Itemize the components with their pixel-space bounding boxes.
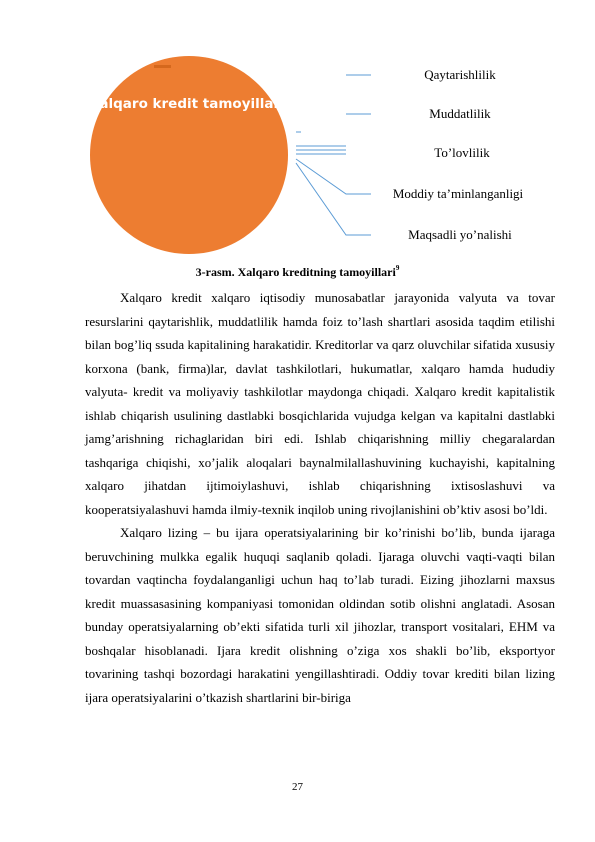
body-text (85, 286, 555, 709)
diagram-graphics (0, 0, 595, 262)
central-circle-label: Xalqaro kredit tamoyillari (89, 96, 285, 112)
branch-repayment: Qaytarishlilik (424, 67, 496, 82)
connector-lines (296, 75, 371, 235)
circle-top-mark (154, 65, 171, 68)
caption-footnote: 9 (395, 264, 400, 272)
central-circle (90, 56, 288, 254)
page-number: 27 (292, 781, 303, 793)
paragraph-international-credit: Xalqaro kredit xalqaro iqtisodiy munosabatlar jarayonida valyuta va tovar resurslarini qaytarishlik, muddatlilik hamda foiz to’lash shartlari asosida taqdim etilishi bilan bog’liq ssuda kapitalining harakatidir. Kreditorlar va qarz oluvchilar sifatida xususiy korxona (bank, firma)lar, davlat tashkilotlari, hukumatlar, xalqaro hamda hududiy valyuta- kredit va moliyaviy tashkilotlar maydonga chiqadi. Xalqaro kredit kapitalistik ishlab chiqarish usulining dastlabki bosqichlarida vujudga kelgan va kapitalni dastlabki jamg’arishning richaglaridan biri edi. Ishlab chiqarishning milliy chegaralardan tashqariga chiqishi, xo’jalik aloqalari baynalmilallashuvining kuchayishi, kapitalning xalqaro jihatdan ijtimoiylashuvi, ishlab chiqarishning ixtisoslashuvi va kooperatsiyalashuvi hamda ilmiy-texnik inqilob uning rivojlanishini ob’ktiv asosi bo’ldi. (85, 290, 555, 517)
caption-text: 3-rasm. Xalqaro kreditning tamoyillari (195, 265, 396, 279)
branch-collateral: Moddiy ta’minlanganligi (392, 186, 524, 201)
branch-payment: To’lovlilik (434, 145, 490, 160)
paragraph-international-leasing: Xalqaro lizing – bu ijara operatsiyalarining bir ko’rinishi bo’lib, bunda ijaraga beruvchining mulkka egalik huquqi saqlanib qoladi. Ijaraga oluvchi vaqti-vaqti bilan tovardan vaqtincha foydalanganligi uchun haq to’lab turadi. Eizing jihozlarni maxsus kredit muassasasining kompaniyasi tomonidan oldindan sotib olishni anglatadi. Asosan bunday operatsiyalarning ob’ekti sifatida turli xil jihozlar, transport vositalari, EHM va boshqalar hisoblanadi. Ijara kredit olishning o’ziga xos shakli bo’lib, eksportyor tovarining tashqi bozordagi harakatini yengillashtiradi. Oddiy tovar krediti bilan lizing ijara operatsiyalarini o’tkazish shartlarini bir-biriga (85, 525, 555, 705)
connector-line-5 (296, 163, 371, 235)
connector-line-4 (296, 159, 371, 194)
branch-purpose: Maqsadli yo’nalishi (408, 227, 512, 242)
principles-diagram (0, 0, 595, 262)
figure-caption (0, 264, 595, 280)
branch-term: Muddatlilik (429, 106, 491, 121)
